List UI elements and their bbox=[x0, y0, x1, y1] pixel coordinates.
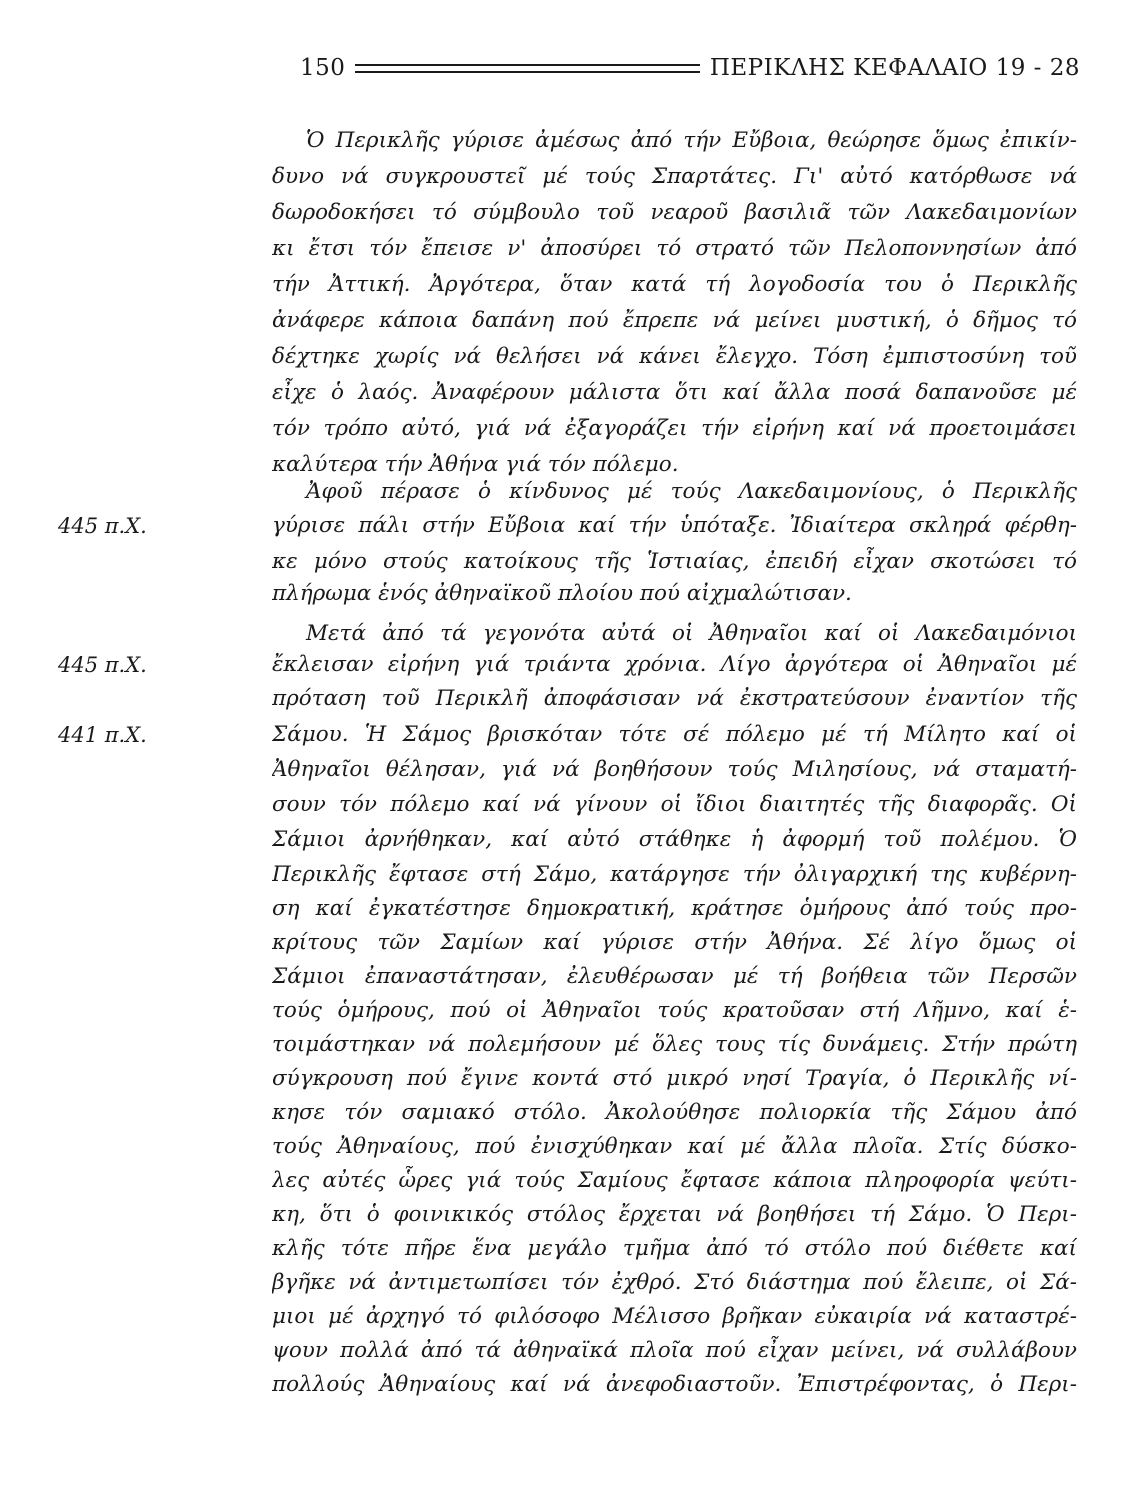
text-line: Σάμου. Ἡ Σάμος βρισκόταν τότε σέ πόλεμο μέ τή Μίλητο καί οἱ bbox=[272, 722, 1077, 747]
text-line: κι ἔτσι τόν ἔπεισε ν' ἀποσύρει τό στρατό τῶν Πελοποννησίων ἀπό bbox=[272, 236, 1077, 261]
text-line: ψουν πολλά ἀπό τά ἀθηναϊκά πλοῖα πού εἶχαν μείνει, νά συλλάβουν bbox=[272, 1338, 1077, 1363]
text-line: ἔκλεισαν εἰρήνη γιά τριάντα χρόνια. Λίγο ἀργότερα οἱ Ἀθηναῖοι μέ bbox=[272, 652, 1077, 677]
text-line: εἶχε ὁ λαός. Ἀναφέρουν μάλιστα ὅτι καί ἄλλα ποσά δαπανοῦσε μέ bbox=[272, 380, 1077, 405]
margin-date: 441 π.Χ. bbox=[58, 723, 147, 747]
text-line: κε μόνο στούς κατοίκους τῆς Ἱστιαίας, ἐπειδή εἶχαν σκοτώσει τό bbox=[272, 549, 1077, 574]
text-line: Μετά ἀπό τά γεγονότα αὐτά οἱ Ἀθηναῖοι καί οἱ Λακεδαιμόνιοι bbox=[306, 621, 1077, 646]
running-header bbox=[300, 48, 1080, 88]
text-line: ση καί ἐγκατέστησε δημοκρατική, κράτησε ὁμήρους ἀπό τούς προ- bbox=[272, 896, 1077, 921]
text-line: Σάμιοι ἐπαναστάτησαν, ἐλευθέρωσαν μέ τή βοήθεια τῶν Περσῶν bbox=[272, 964, 1077, 989]
text-line: κλῆς τότε πῆρε ἕνα μεγάλο τμῆμα ἀπό τό στόλο πού διέθετε καί bbox=[272, 1236, 1077, 1261]
text-line: τούς ὁμήρους, πού οἱ Ἀθηναῖοι τούς κρατοῦσαν στή Λῆμνο, καί ἑ- bbox=[272, 998, 1077, 1023]
page-number: 150 bbox=[300, 55, 346, 81]
text-line: λες αὐτές ὧρες γιά τούς Σαμίους ἔφτασε κάποια πληροφορία ψεύτι- bbox=[272, 1168, 1077, 1193]
text-line: σουν τόν πόλεμο καί νά γίνουν οἱ ἴδιοι διαιτητές τῆς διαφορᾶς. Οἱ bbox=[272, 792, 1077, 817]
text-line: Ἀφοῦ πέρασε ὁ κίνδυνος μέ τούς Λακεδαιμονίους, ὁ Περικλῆς bbox=[306, 479, 1077, 504]
text-line: βγῆκε νά ἀντιμετωπίσει τόν ἐχθρό. Στό διάστημα πού ἔλειπε, οἱ Σά- bbox=[272, 1270, 1077, 1295]
text-line: τήν Ἀττική. Ἀργότερα, ὅταν κατά τή λογοδοσία του ὁ Περικλῆς bbox=[272, 272, 1077, 297]
text-line: τόν τρόπο αὐτό, γιά νά ἐξαγοράζει τήν εἰρήνη καί νά προετοιμάσει bbox=[272, 416, 1077, 441]
text-line: Σάμιοι ἀρνήθηκαν, καί αὐτό στάθηκε ἡ ἀφορμή τοῦ πολέμου. Ὁ bbox=[272, 827, 1077, 852]
text-line: κησε τόν σαμιακό στόλο. Ἀκολούθησε πολιορκία τῆς Σάμου ἀπό bbox=[272, 1100, 1077, 1125]
header-double-rule bbox=[355, 64, 699, 73]
margin-date: 445 π.Χ. bbox=[58, 514, 147, 538]
text-line: τούς Ἀθηναίους, πού ἐνισχύθηκαν καί μέ ἄλλα πλοῖα. Στίς δύσκο- bbox=[272, 1134, 1077, 1159]
text-line: τοιμάστηκαν νά πολεμήσουν μέ ὅλες τους τίς δυνάμεις. Στήν πρώτη bbox=[272, 1032, 1077, 1057]
text-line: πλήρωμα ἑνός ἀθηναϊκοῦ πλοίου πού αἰχμαλώτισαν. bbox=[272, 581, 852, 606]
text-line: ἀνάφερε κάποια δαπάνη πού ἔπρεπε νά μείνει μυστική, ὁ δῆμος τό bbox=[272, 308, 1077, 333]
text-line: Περικλῆς ἔφτασε στή Σάμο, κατάργησε τήν ὀλιγαρχική της κυβέρνη- bbox=[272, 862, 1077, 887]
text-line: δυνο νά συγκρουστεῖ μέ τούς Σπαρτάτες. Γι' αὐτό κατόρθωσε νά bbox=[272, 164, 1077, 189]
text-line: κρίτους τῶν Σαμίων καί γύρισε στήν Ἀθήνα. Σέ λίγο ὅμως οἱ bbox=[272, 930, 1077, 955]
text-line: καλύτερα τήν Ἀθήνα γιά τόν πόλεμο. bbox=[272, 452, 679, 477]
margin-date: 445 π.Χ. bbox=[58, 653, 147, 677]
text-line: πρόταση τοῦ Περικλῆ ἀποφάσισαν νά ἐκστρατεύσουν ἐναντίον τῆς bbox=[272, 686, 1077, 711]
chapter-title: ΠΕΡΙΚΛΗΣ ΚΕΦΑΛΑΙΟ 19 - 28 bbox=[709, 55, 1080, 81]
text-line: Ἀθηναῖοι θέλησαν, γιά νά βοηθήσουν τούς Μιλησίους, νά σταματή- bbox=[272, 757, 1077, 782]
text-line: γύρισε πάλι στήν Εὔβοια καί τήν ὑπόταξε. Ἰδιαίτερα σκληρά φέρθη- bbox=[272, 513, 1077, 538]
text-line: Ὁ Περικλῆς γύρισε ἀμέσως ἀπό τήν Εὔβοια, θεώρησε ὅμως ἐπικίν- bbox=[306, 128, 1077, 153]
text-line: μιοι μέ ἀρχηγό τό φιλόσοφο Μέλισσο βρῆκαν εὐκαιρία νά καταστρέ- bbox=[272, 1304, 1077, 1329]
text-line: δωροδοκήσει τό σύμβουλο τοῦ νεαροῦ βασιλιᾶ τῶν Λακεδαιμονίων bbox=[272, 200, 1077, 225]
text-line: πολλούς Ἀθηναίους καί νά ἀνεφοδιαστοῦν. Ἐπιστρέφοντας, ὁ Περι- bbox=[272, 1372, 1077, 1397]
text-line: κη, ὅτι ὁ φοινικικός στόλος ἔρχεται νά βοηθήσει τή Σάμο. Ὁ Περι- bbox=[272, 1202, 1077, 1227]
text-line: σύγκρουση πού ἔγινε κοντά στό μικρό νησί Τραγία, ὁ Περικλῆς νί- bbox=[272, 1066, 1077, 1091]
text-line: δέχτηκε χωρίς νά θελήσει νά κάνει ἔλεγχο. Τόση ἐμπιστοσύνη τοῦ bbox=[272, 344, 1077, 369]
